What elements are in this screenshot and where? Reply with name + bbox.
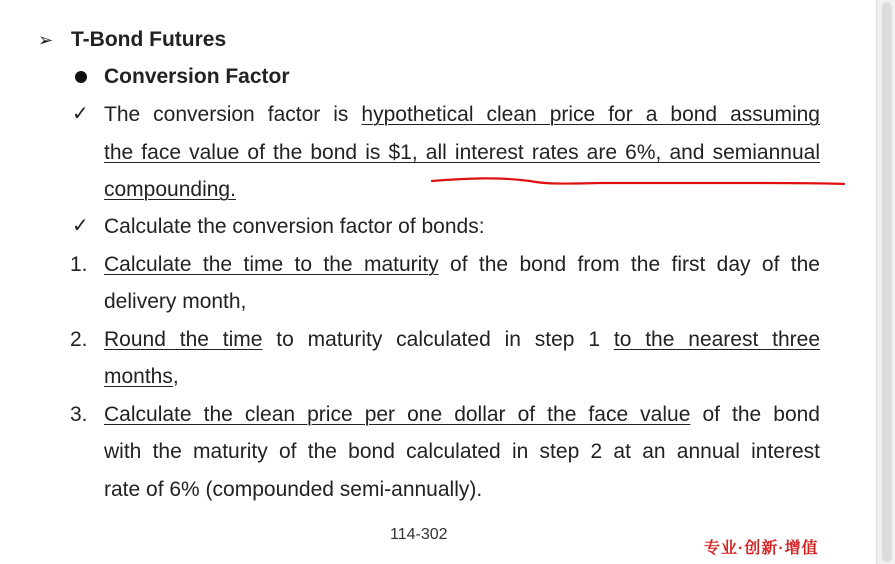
subsection-heading: Conversion Factor	[104, 65, 290, 88]
arrow-bullet-icon: ➢	[38, 30, 54, 50]
step-1-underlined: Calculate the time to the maturity	[104, 253, 439, 276]
checkmark-icon: ✓	[72, 103, 89, 125]
step-2-middle: to maturity calculated in step 1	[262, 328, 614, 351]
step-2-underlined-c: months	[104, 365, 173, 388]
step-number-1: 1.	[70, 253, 88, 276]
step-2-underlined-b: to the nearest three	[613, 328, 821, 351]
step-3-line-3: rate of 6% (compounded semi-annually).	[104, 478, 483, 501]
definition-lead: The conversion factor is	[104, 103, 362, 126]
step-3-underlined: Calculate the clean price per one dollar of the face value	[104, 403, 691, 426]
step-1-line-1	[104, 252, 820, 278]
step-1-line-2: delivery month,	[104, 290, 247, 313]
definition-line-2: the face value of the bond is $1, all interest rates are 6%, and semiannual	[104, 141, 820, 164]
step-3-line-1	[104, 402, 820, 428]
step-3-line-2: with the maturity of the bond calculated in step 2 at an annual interest	[104, 440, 820, 463]
definition-underlined-1: hypothetical clean price for a bond assuming	[361, 103, 820, 126]
step-2-underlined-a: Round the time	[104, 328, 263, 351]
step-2-line-2	[104, 364, 179, 390]
checkmark-icon: ✓	[72, 215, 89, 237]
step-2-line-1	[104, 327, 820, 353]
brand-slogan: 专业·创新·增值	[704, 540, 819, 557]
page-number: 114-302	[390, 526, 448, 543]
definition-line-3: compounding.	[104, 178, 236, 201]
step-3-rest: of the bond	[690, 403, 820, 426]
step-number-3: 3.	[70, 403, 88, 426]
step-2-tail: ,	[172, 365, 179, 388]
instruction-text: Calculate the conversion factor of bonds:	[104, 215, 485, 238]
step-number-2: 2.	[70, 328, 88, 351]
section-heading: T-Bond Futures	[71, 28, 227, 51]
step-1-rest: of the bond from the first day of the	[438, 253, 820, 276]
